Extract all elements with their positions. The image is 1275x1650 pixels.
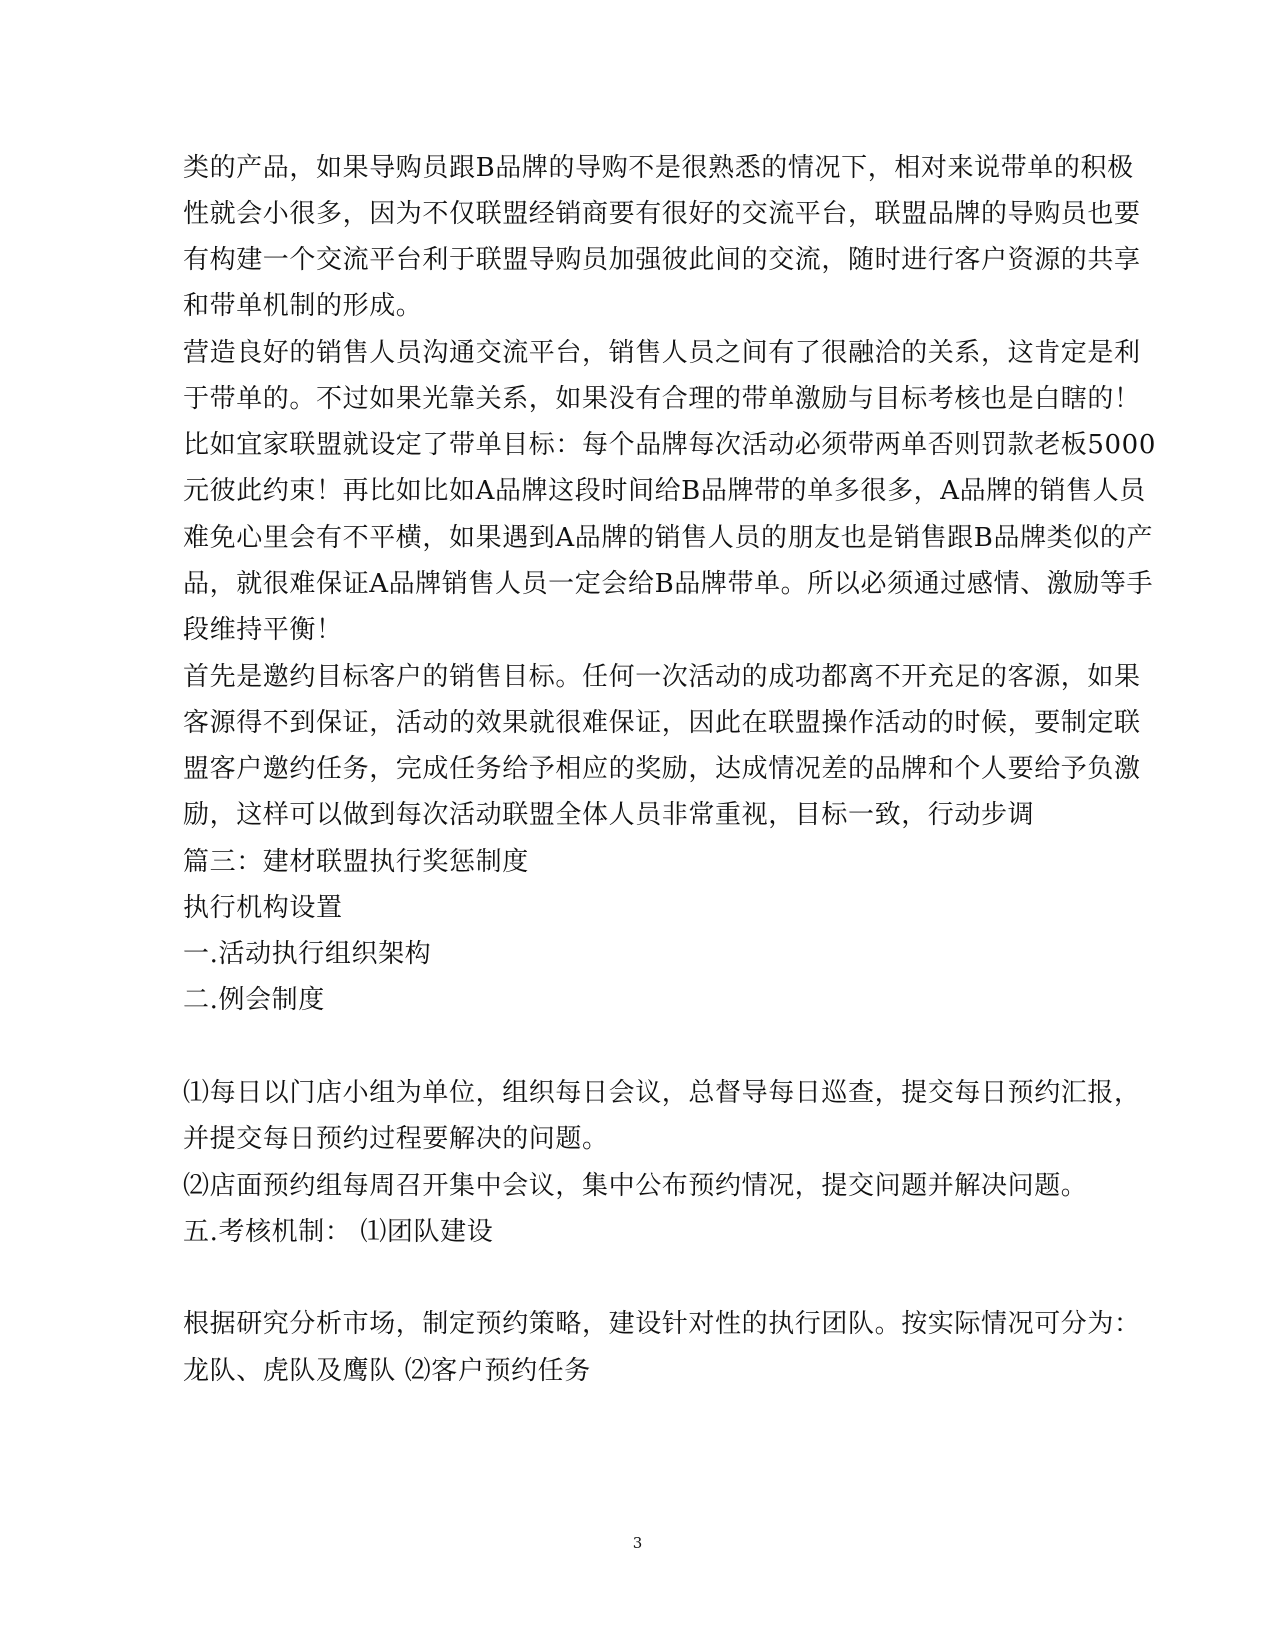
text-line: 有构建一个交流平台利于联盟导购员加强彼此间的交流，随时进行客户资源的共享	[183, 245, 1141, 275]
text-line: 类的产品，如果导购员跟B品牌的导购不是很熟悉的情况下，相对来说带单的积极	[183, 153, 1134, 183]
text-line: 励，这样可以做到每次活动联盟全体人员非常重视，目标一致，行动步调	[183, 800, 1035, 830]
text-line: 执行机构设置	[183, 893, 343, 923]
text-line: 难免心里会有不平横，如果遇到A品牌的销售人员的朋友也是销售跟B品牌类似的产	[183, 523, 1154, 553]
text-line: 性就会小很多，因为不仅联盟经销商要有很好的交流平台，联盟品牌的导购员也要	[183, 199, 1141, 229]
text-line: 元彼此约束！再比如比如A品牌这段时间给B品牌带的单多很多，A品牌的销售人员	[183, 476, 1146, 506]
text-line: 客源得不到保证，活动的效果就很难保证，因此在联盟操作活动的时候，要制定联	[183, 708, 1141, 738]
page-number: 3	[632, 1534, 643, 1552]
text-line: 二.例会制度	[183, 985, 325, 1015]
text-line: 于带单的。不过如果光靠关系，如果没有合理的带单激励与目标考核也是白瞎的！	[183, 384, 1141, 414]
text-line: 盟客户邀约任务，完成任务给予相应的奖励，达成情况差的品牌和个人要给予负激	[183, 754, 1141, 784]
section-heading: 篇三：建材联盟执行奖惩制度	[183, 847, 529, 877]
text-line: 营造良好的销售人员沟通交流平台，销售人员之间有了很融洽的关系，这肯定是利	[183, 338, 1141, 368]
text-line: 龙队、虎队及鹰队 ⑵客户预约任务	[183, 1356, 591, 1386]
text-line: 比如宜家联盟就设定了带单目标：每个品牌每次活动必须带两单否则罚款老板5000	[183, 430, 1156, 460]
text-line: 品，就很难保证A品牌销售人员一定会给B品牌带单。所以必须通过感情、激励等手	[183, 569, 1154, 599]
text-line: 首先是邀约目标客户的销售目标。任何一次活动的成功都离不开充足的客源，如果	[183, 662, 1141, 692]
text-line: ⑵店面预约组每周召开集中会议，集中公布预约情况，提交问题并解决问题。	[183, 1171, 1088, 1201]
text-line: 一.活动执行组织架构	[183, 939, 432, 969]
text-line: 并提交每日预约过程要解决的问题。	[183, 1124, 609, 1154]
text-line: 根据研究分析市场，制定预约策略，建设针对性的执行团队。按实际情况可分为：	[183, 1309, 1141, 1339]
text-line: ⑴每日以门店小组为单位，组织每日会议，总督导每日巡查，提交每日预约汇报，	[183, 1078, 1141, 1108]
text-line: 和带单机制的形成。	[183, 291, 423, 321]
text-line: 段维持平衡！	[183, 615, 343, 645]
text-line: 五.考核机制： ⑴团队建设	[183, 1217, 494, 1247]
